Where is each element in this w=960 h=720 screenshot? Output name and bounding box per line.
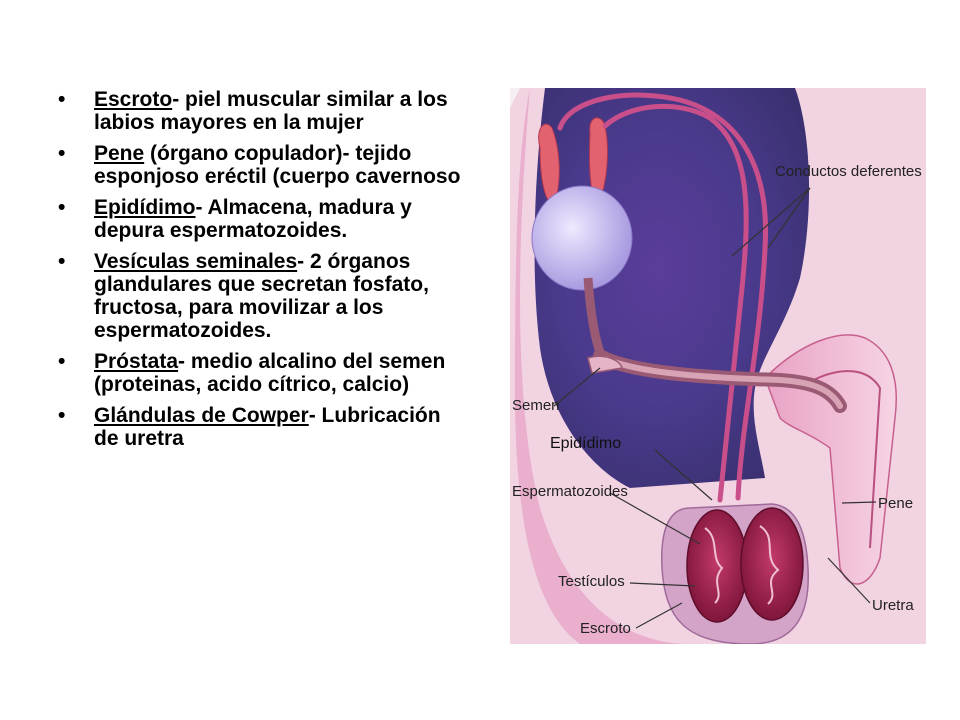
bullet-term: Pene xyxy=(94,142,145,165)
testicle-left xyxy=(687,510,747,622)
bullet-term: Epidídimo xyxy=(94,196,196,219)
label-escroto: Escroto xyxy=(580,620,631,637)
bullet-text: - medio alcalino del semen (proteinas, acido cítrico, calcio) xyxy=(94,350,446,396)
bullet-item xyxy=(58,88,468,134)
bullet-item xyxy=(58,404,468,450)
bullet-text: (órgano copulador)- tejido esponjoso eréctil (cuerpo cavernoso xyxy=(94,142,461,188)
bullet-item xyxy=(58,196,468,242)
bullet-dot: • xyxy=(58,350,66,373)
bullet-dot: • xyxy=(58,404,66,427)
anatomy-illustration xyxy=(510,88,926,644)
label-conductos-deferentes: Conductos deferentes xyxy=(775,163,922,180)
label-pene: Pene xyxy=(878,495,914,512)
bullet-list xyxy=(58,88,468,458)
bullet-item xyxy=(58,250,468,342)
bullet-text: - Lubricación de uretra xyxy=(94,404,441,450)
bullet-text: - 2 órganos glandulares que secretan fosfato, fructosa, para movilizar a los espermatozoides. xyxy=(94,250,429,342)
label-espermatozoides: Espermatozoides xyxy=(512,483,628,500)
bullet-item xyxy=(58,142,468,188)
bullet-dot: • xyxy=(58,250,66,273)
label-epididimo: Epidídimo xyxy=(550,435,622,452)
bullet-text: - Almacena, madura y depura espermatozoides. xyxy=(94,196,412,242)
bullet-dot: • xyxy=(58,196,66,219)
bullet-item xyxy=(58,350,468,396)
bullet-term: Próstata xyxy=(94,350,179,373)
bullet-term: Vesículas seminales xyxy=(94,250,298,273)
label-semen: Semen xyxy=(512,397,560,414)
anatomy-svg xyxy=(510,88,926,644)
bullet-dot: • xyxy=(58,142,66,165)
bladder xyxy=(532,186,632,290)
bullet-dot: • xyxy=(58,88,66,111)
label-uretra: Uretra xyxy=(872,597,914,614)
bullet-term: Escroto xyxy=(94,88,173,111)
label-testiculos: Testículos xyxy=(558,573,625,590)
bullet-term: Glándulas de Cowper xyxy=(94,404,309,427)
bullet-text: - piel muscular similar a los labios mayores en la mujer xyxy=(94,88,448,134)
